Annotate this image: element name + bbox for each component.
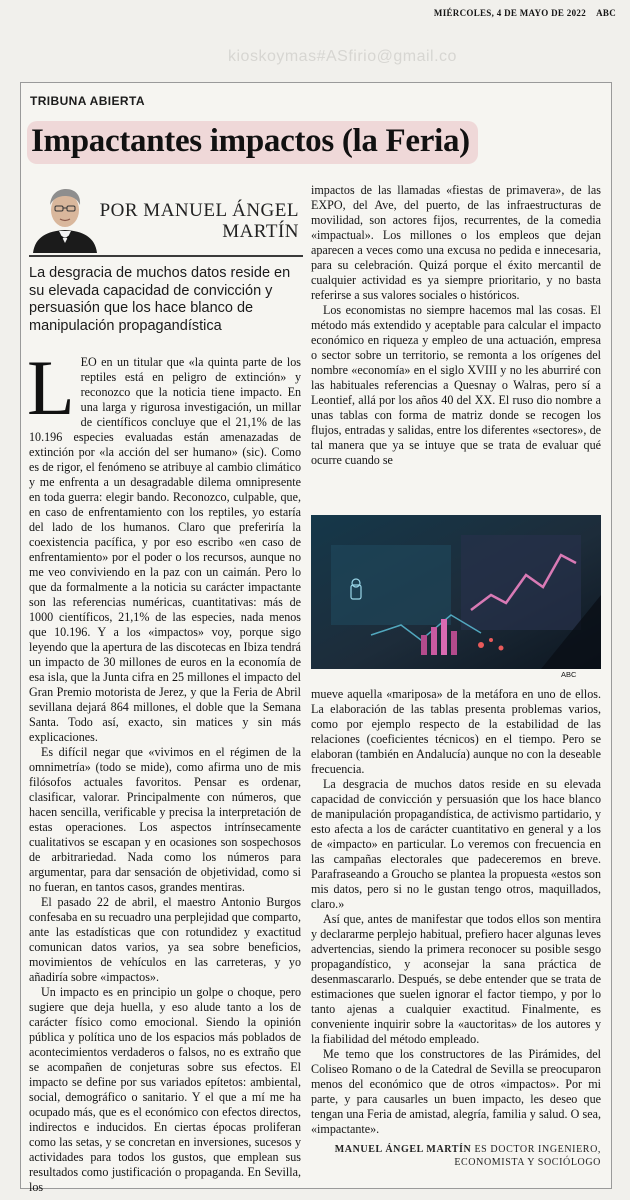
paragraph [27,344,301,745]
paragraph: mueve aquella «mariposa» de la metáfora en uno de ellos. La elaboración de las tablas presenta problemas varios, como por ejemplo respecto de la estabilidad de las relaciones (coeficientes técnicos) en el tiempo. Pero se elaboran (también en Andalucía) aunque no con la deseable frecuencia. [311,687,601,776]
article-column-right-top [311,183,601,468]
article-column-right-bottom [311,687,601,1137]
bio-name: MANUEL ÁNGEL MARTÍN [334,1144,472,1155]
article-photo [311,515,601,669]
section-label: TRIBUNA ABIERTA [30,94,145,108]
paragraph-text: EO en un titular que «la quinta parte de los reptiles está en peligro de extinción» y reconozco que la noticia tiene impacto. En una larga y rigurosa investigación, un millar de científicos concluye que el 21,1% de las 10.196 especies evaluadas están amenazadas de extinción por «la acción del ser humano» (sic). Como es de rigor, el fenómeno se atribuye al cambio climático y me enfrenta a un desagradable dilema omnipresente en toda guerra: elegir bando. Reconozco, culpable, que, en caso de enfrentamiento con los reptiles, yo estaría del lado de los humanos. Claro que preferiría la coexistencia pacífica, y por eso escribo «en caso de enfrentamiento» por el poder o los recursos, aunque no me veo conviviendo en la paz con un caimán. Pero lo que da formalmente a la noticia su carácter impactante son las referencias numéricas, cuantitativas: más de 1000 científicos, 21,1% de las especies, nada menos que 10.196. Y a los «impactos» voy, porque sigo leyendo que la apertura de las discotecas en Ibiza tendrá un impacto de 30 millones de euros en la economía de esa isla, que la Junta cifra en 25 millones el impacto del Gran Premio motorista de Jerez, y que la Feria de Abril sevillana dejará 864 millones, el doble que la Semana Santa. Todo así, exacto, sin matices y sin más explicaciones. [29,355,301,744]
article-column-left [27,344,301,1195]
photo-credit: ABC [561,670,577,679]
byline [89,200,299,242]
paragraph: Los economistas no siempre hacemos mal las cosas. El método más extendido y aceptable para calcular el impacto económico en riqueza y empleo de una actuación, empresa o sector sobre un territorio, se remonta a los orígenes del nombre «economía» en el siglo XVIII y no les aburriré con las habituales referencias a Quesnay o Walras, pero sí a Leontief, allá por los años 40 del XX. El ruso dio nombre a unas tablas con forma de matriz donde se recogen los flujos, entradas y salidas, entre los diferentes «sectores», de tal manera que ya se intuye que se trata de evaluar qué ocurre cuando se [311,303,601,467]
byline-line-1: POR MANUEL ÁNGEL [99,200,299,221]
paragraph: Así que, antes de manifestar que todos ellos son mentira y declararme perplejo habitual, prefiero hacer algunas leves advertencias, siendo la primera reconocer su posible sesgo propagandístico, y aconsejar la sana práctica de desenmascararlo. Después, se debe entender que se trata de estimaciones que suelen ignorar el factor tiempo, y por lo tanto ajenas a cualquier exactitud. Finalmente, es conveniente inquirir sobre la «auctoritas» de los autores y la fiabilidad del método empleado. [311,912,601,1046]
byline-line-2: MARTÍN [222,221,299,242]
author-bio [321,1143,601,1169]
paragraph: Un impacto es en principio un golpe o choque, pero sugiere que deja huella, y eso alude tanto a los de carácter físico como emocional. Siendo la opinión pública y política uno de los espacios más poblados de acontecimientos verdaderos o falsos, no es extraño que se acompañen de conjeturas sobre sus efectos. El impacto se define por sus variados epítetos: ambiental, social, demográfico o sanitario. Y el que a mí me ha ocupado más, que es el económico con efectos directos, indirectos e inducidos. En ciertas épocas proliferan como las setas, y se concretan en inversiones, sucesos y actividades para todos los gustos, que emplean sus resultados como justificación o propaganda. En Sevilla, los [29,985,301,1194]
subheadline: La desgracia de muchos datos reside en su elevada capacidad de convicción y persuasión que los hace blanco de manipulación propagandística [29,265,291,334]
newspaper-brand: ABC [596,8,616,18]
bio-text: ES DOCTOR INGENIERO, ECONOMISTA Y SOCIÓLOGO [454,1144,601,1168]
headline: Impactantes impactos (la Feria) [27,121,478,164]
watermark: kioskoymas#ASfirio@gmail.co [228,48,457,65]
article-frame [20,82,612,1194]
paragraph: impactos de las llamadas «fiestas de primavera», de las EXPO, del Ave, del puerto, de las infraestructuras de movilidad, son actores fijos, recurrentes, de la comedia «impactual». Los millones o los empleos que dejan aparecen a veces como una excusa no pedida e innecesaria, para su celebración. Quizá porque el éxito mercantil de cualquier actividad es ya siempre prioritario, y no basta referirse a sus valores sociales o históricos. [311,183,601,302]
paragraph: Me temo que los constructores de las Pirámides, del Coliseo Romano o de la Catedral de Sevilla se preocuparon menos del económico que de otros «impactos». Por mi parte, y para causarles un buen impacto, les deseo que tengan una Feria de amistad, alegría, familia y salud. O sea, «impactante». [311,1047,601,1136]
issue-date: MIÉRCOLES, 4 DE MAYO DE 2022 [433,8,586,18]
divider [29,255,303,257]
drop-cap: L [27,344,75,431]
paragraph: Es difícil negar que «vivimos en el régimen de la omnimetría» (todo se mide), como afirma uno de mis filósofos actuales favoritos. Pensar es ordenar, clasificar, valorar. Principalmente con números, que hacen sencilla, verificable y precisa la interpretación de estas operaciones. Los aspectos intrínsecamente cualitativos se escapan y en ocasiones son sospechosos de arbitrariedad. Nada como los números para argumentar, para dar sensación de objetividad, como si no fueran, en tantos casos, grandes mentiras. [29,745,301,894]
paragraph: La desgracia de muchos datos reside en su elevada capacidad de convicción y persuasión que los hace blanco de manipulación propagandística, de activismo partidario, y esto afecta a los de carácter cuantitativo en general y a los de «impacto» en particular. Lo veremos con frecuencia en las campañas electorales que padeceremos en breve. Parafraseando a Groucho se plantea la propuesta «estos son mis datos, pero si no le gustan tengo otros, maquillados, claro.» [311,777,601,911]
masthead [0,6,630,22]
paragraph: El pasado 22 de abril, el maestro Antonio Burgos confesaba en su recuadro una perplejidad que comparto, ante las estadísticas que con rotundidez y exactitud comunican datos varios, ya sea sobre beneficios, movimientos de vehículos en las carreteras, y yo añadiría sobre «impactos». [29,895,301,984]
